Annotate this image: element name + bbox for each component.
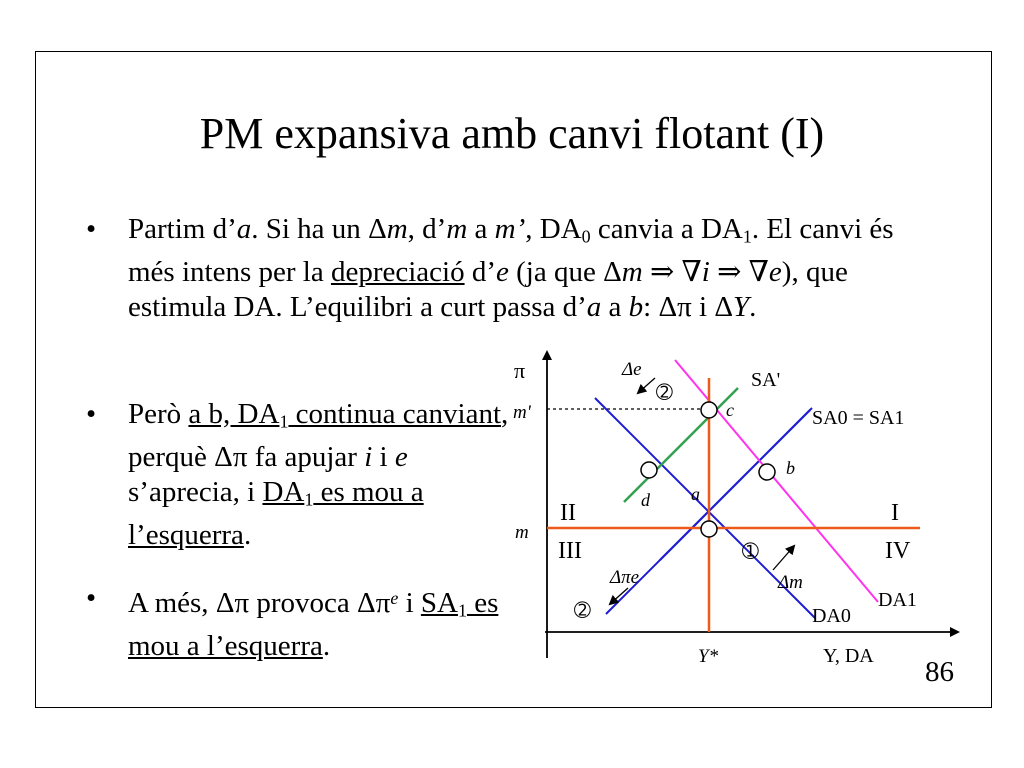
step-marker-one: ➀ <box>742 541 759 563</box>
delta-m-arrow <box>773 546 794 570</box>
label-delta-e: Δe <box>622 359 642 380</box>
point-d <box>641 462 657 478</box>
label-point-c: c <box>726 400 734 420</box>
slide-number: 86 <box>925 656 954 688</box>
bullet-1: • Partim d’a. Si ha un Δm, d’m a m’, $DA_0$ canvia a $DA_1$. El canvi és més intens per la depreciació d’e (ja que Δm ⇒ ∇i ⇒ ∇e), que estimula DA. L’equilibri a curt passa d’a a b: Δπ i ΔY. <box>86 213 894 324</box>
label-delta-pi-e: Δπe <box>610 567 640 588</box>
quadrant-II: II <box>560 500 576 526</box>
quadrant-IV: IV <box>885 538 911 564</box>
bullet-marker: • <box>86 213 97 245</box>
x-tick-ystar: Y* <box>698 646 719 667</box>
y-tick-m-prime: m' <box>513 402 531 423</box>
step-marker-two-top: ➁ <box>656 382 673 404</box>
label-da0: DA0 <box>812 605 851 627</box>
slide-title: PM expansiva amb canvi flotant (I) <box>199 109 825 158</box>
quadrant-III: III <box>558 538 582 564</box>
bullet-marker: • <box>86 582 97 614</box>
label-delta-m: Δm <box>778 572 803 593</box>
bullet-3: • A més, Δπ provoca $\Delta\pi^e$ i $SA_1$ es mou a l’esquerra. <box>86 582 499 663</box>
label-point-d: d <box>641 490 650 510</box>
bullet-marker: • <box>86 398 97 430</box>
bullet-2: • Però a b, $DA_1$ continua canviant, perquè Δπ fa apujar i i e s’aprecia, i $DA_1$ es mou a l’esquerra. <box>86 398 509 552</box>
label-da1: DA1 <box>878 589 917 611</box>
label-sa-prime: SA' <box>751 369 781 391</box>
label-point-a: a <box>691 484 700 504</box>
point-a <box>701 521 717 537</box>
step-marker-two-bottom: ➁ <box>574 600 591 622</box>
x-axis-label: Y, DA <box>823 645 874 667</box>
quadrant-I: I <box>891 500 899 526</box>
y-axis-label: π <box>514 358 526 383</box>
point-c <box>701 402 717 418</box>
label-point-b: b <box>786 458 795 478</box>
point-b <box>759 464 775 480</box>
delta-e-arrow <box>638 378 655 393</box>
y-tick-m: m <box>515 522 529 543</box>
label-sa0-sa1: SA0 = SA1 <box>812 407 905 429</box>
